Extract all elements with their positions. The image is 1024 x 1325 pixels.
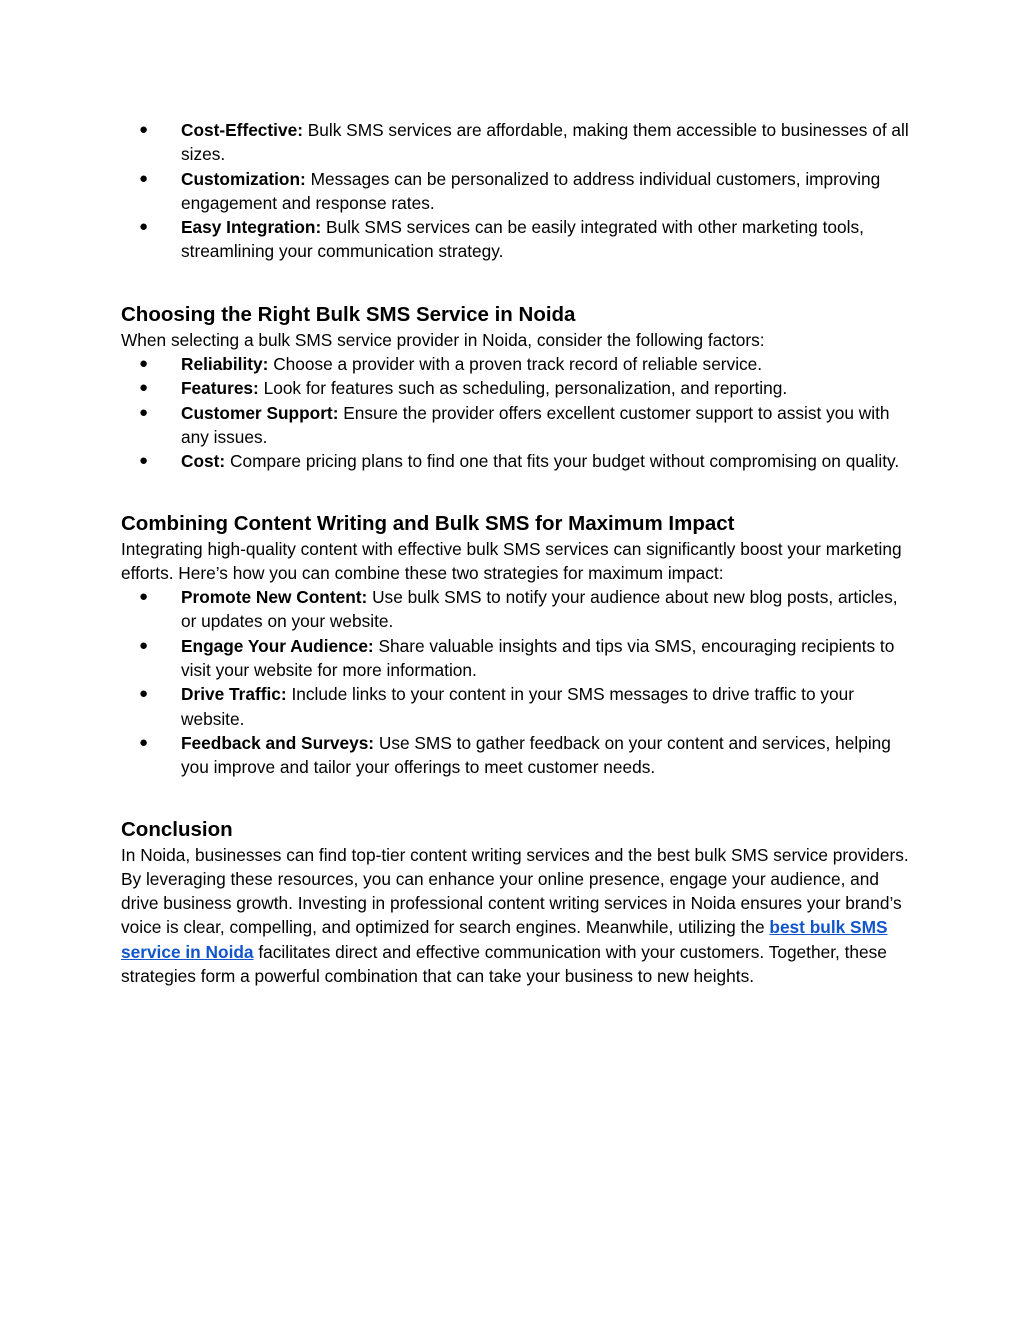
list-item — [121, 118, 911, 167]
list-item-text: Bulk SMS services can be easily integrated with other marketing tools, streamlining your communication strategy. — [181, 217, 864, 262]
conclusion-text-after: facilitates direct and effective communication with your customers. Together, these strategies form a powerful combination that can take your business to new heights. — [121, 941, 887, 987]
choosing-factors-list — [121, 352, 911, 473]
bullet-icon: ● — [139, 636, 149, 654]
list-item-text: Choose a provider with a proven track record of reliable service. — [268, 354, 763, 375]
section-heading-conclusion: Conclusion — [121, 817, 233, 841]
bullet-icon: ● — [139, 588, 149, 606]
list-item — [121, 401, 911, 450]
bullet-icon: ● — [139, 218, 149, 236]
list-item-text: Compare pricing plans to find one that fits your budget without compromising on quality. — [225, 451, 900, 472]
bullet-icon: ● — [139, 403, 149, 421]
list-item — [121, 376, 911, 400]
list-item-term: Cost: — [181, 451, 226, 472]
list-item — [121, 731, 911, 780]
list-item — [121, 167, 911, 216]
list-item-term: Promote New Content: — [181, 587, 368, 608]
list-item-term: Reliability: — [181, 354, 269, 375]
list-item-term: Customer Support: — [181, 402, 339, 423]
bullet-icon: ● — [139, 169, 149, 187]
best-bulk-sms-link[interactable]: best bulk SMS service in Noida — [121, 917, 888, 962]
combining-strategies-list — [121, 585, 911, 779]
list-item-term: Cost-Effective: — [181, 120, 303, 140]
intro-benefits-list — [121, 118, 911, 264]
list-item-text: Look for features such as scheduling, personalization, and reporting. — [258, 378, 788, 399]
list-item-term: Easy Integration: — [181, 217, 322, 238]
bullet-icon: ● — [139, 452, 149, 470]
list-item-text: Ensure the provider offers excellent customer support to assist you with any issues. — [181, 402, 890, 447]
section-paragraph-combining: Integrating high-quality content with effective bulk SMS services can significantly boost your marketing efforts. Here’s how you can combine these two strategies for maximum impact: — [121, 538, 902, 583]
bullet-icon: ● — [139, 355, 149, 373]
list-item — [121, 352, 911, 376]
bullet-icon: ● — [139, 121, 149, 138]
list-item — [121, 215, 911, 264]
list-item — [121, 449, 911, 473]
bullet-icon: ● — [139, 733, 149, 751]
bullet-icon: ● — [139, 379, 149, 397]
section-paragraph-choosing: When selecting a bulk SMS service provider in Noida, consider the following factors: — [121, 329, 765, 350]
list-item-text: Bulk SMS services are affordable, making them accessible to businesses of all sizes. — [181, 120, 909, 165]
list-item-term: Engage Your Audience: — [181, 635, 374, 656]
list-item-text: Use bulk SMS to notify your audience about new blog posts, articles, or updates on your website. — [181, 587, 898, 632]
list-item — [121, 634, 911, 683]
list-item-term: Feedback and Surveys: — [181, 732, 375, 753]
list-item-text: Share valuable insights and tips via SMS, encouraging recipients to visit your website for more information. — [181, 635, 895, 681]
list-item-text: Use SMS to gather feedback on your content and services, helping you improve and tailor your offerings to meet customer needs. — [181, 732, 891, 778]
section-heading-choosing: Choosing the Right Bulk SMS Service in Noida — [121, 302, 576, 326]
conclusion-paragraph — [121, 843, 911, 989]
list-item-term: Features: — [181, 378, 259, 399]
list-item-term: Customization: — [181, 168, 306, 189]
list-item-text: Messages can be personalized to address individual customers, improving engagement and response rates. — [181, 168, 881, 213]
document-page — [121, 118, 911, 988]
section-heading-combining: Combining Content Writing and Bulk SMS for Maximum Impact — [121, 511, 735, 535]
bullet-icon: ● — [139, 685, 149, 703]
list-item — [121, 682, 911, 731]
list-item — [121, 585, 911, 634]
list-item-text: Include links to your content in your SMS messages to drive traffic to your website. — [181, 684, 855, 729]
list-item-term: Drive Traffic: — [181, 684, 287, 705]
conclusion-text-before: In Noida, businesses can find top-tier content writing services and the best bulk SMS service providers. By leveraging these resources, you can enhance your online presence, engage your audience, and drive business growth. Investing in professional content writing services in Noida ensures your brand’s voice is clear, compelling, and optimized for search engines. Meanwhile, utilizing the — [121, 844, 909, 938]
